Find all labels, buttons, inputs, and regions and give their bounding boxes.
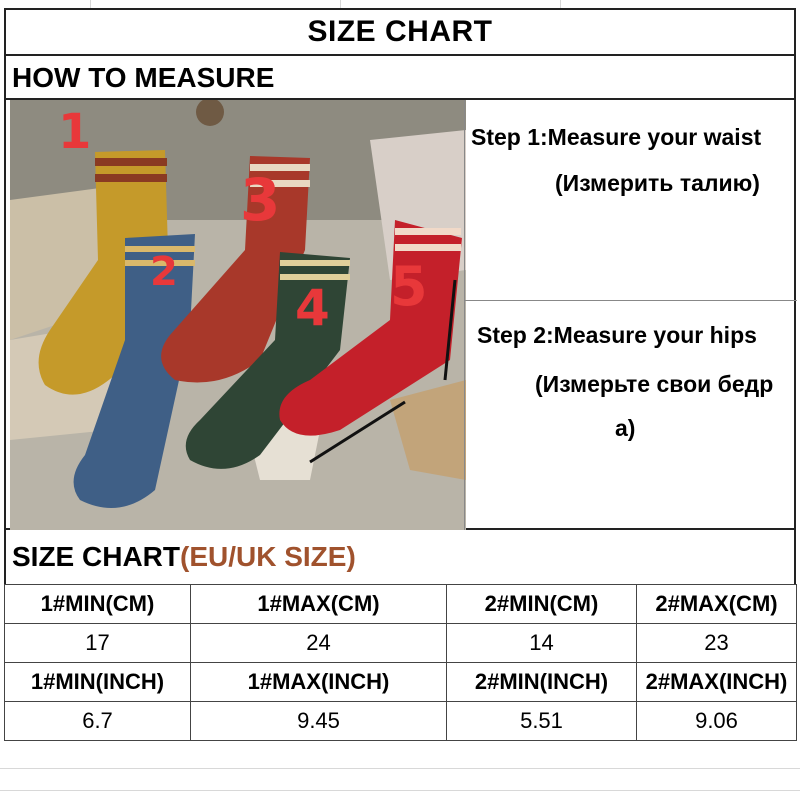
size-chart-region: (EU/UK SIZE): [180, 541, 356, 572]
socks-photo: [10, 100, 466, 530]
step-2-translation-line: (Измерьте свои бедр: [535, 371, 774, 397]
size-chart-heading: [4, 530, 796, 584]
size-chart-label: SIZE CHART: [12, 541, 180, 572]
table-header-cell: 1#MAX(CM): [191, 585, 447, 624]
table-row: [5, 702, 797, 741]
table-header-cell: 1#MAX(INCH): [191, 663, 447, 702]
grid-line: [90, 0, 91, 8]
table-cell: 14: [447, 624, 637, 663]
grid-line: [560, 0, 561, 8]
step-2-translation: [535, 362, 795, 450]
step-1-translation: (Измерить талию): [555, 170, 760, 196]
table-header-cell: 1#MIN(INCH): [5, 663, 191, 702]
step-2-text: Step 2:Measure your hips: [477, 322, 757, 348]
table-header-cell: 2#MIN(CM): [447, 585, 637, 624]
measure-section: [4, 98, 796, 530]
measure-steps: [464, 100, 797, 530]
table-row: [5, 624, 797, 663]
size-table: [4, 584, 797, 741]
socks-illustration: [10, 100, 466, 530]
sock-number-label: 4: [295, 279, 330, 337]
table-header-cell: 2#MAX(CM): [637, 585, 797, 624]
step-2-translation-line: а): [615, 415, 636, 441]
grid-line: [0, 790, 800, 791]
table-header-cell: 2#MIN(INCH): [447, 663, 637, 702]
page-title: SIZE CHART: [4, 8, 796, 54]
table-header-cell: 1#MIN(CM): [5, 585, 191, 624]
table-cell: 23: [637, 624, 797, 663]
table-cell: 24: [191, 624, 447, 663]
table-cell: 6.7: [5, 702, 191, 741]
sock-number-label: 2: [150, 249, 178, 295]
step-divider: [465, 300, 797, 301]
table-header-cell: 2#MAX(INCH): [637, 663, 797, 702]
sock-number-label: 5: [390, 255, 428, 318]
table-cell: 9.06: [637, 702, 797, 741]
table-cell: 5.51: [447, 702, 637, 741]
table-row: [5, 585, 797, 624]
grid-line: [0, 768, 800, 769]
grid-line: [340, 0, 341, 8]
sock-number-label: 1: [58, 104, 92, 160]
table-row: [5, 663, 797, 702]
sock-number-label: 3: [240, 166, 281, 234]
table-cell: 17: [5, 624, 191, 663]
step-1-text: Step 1:Measure your waist: [471, 124, 762, 150]
table-cell: 9.45: [191, 702, 447, 741]
how-to-measure-heading: HOW TO MEASURE: [4, 54, 796, 98]
